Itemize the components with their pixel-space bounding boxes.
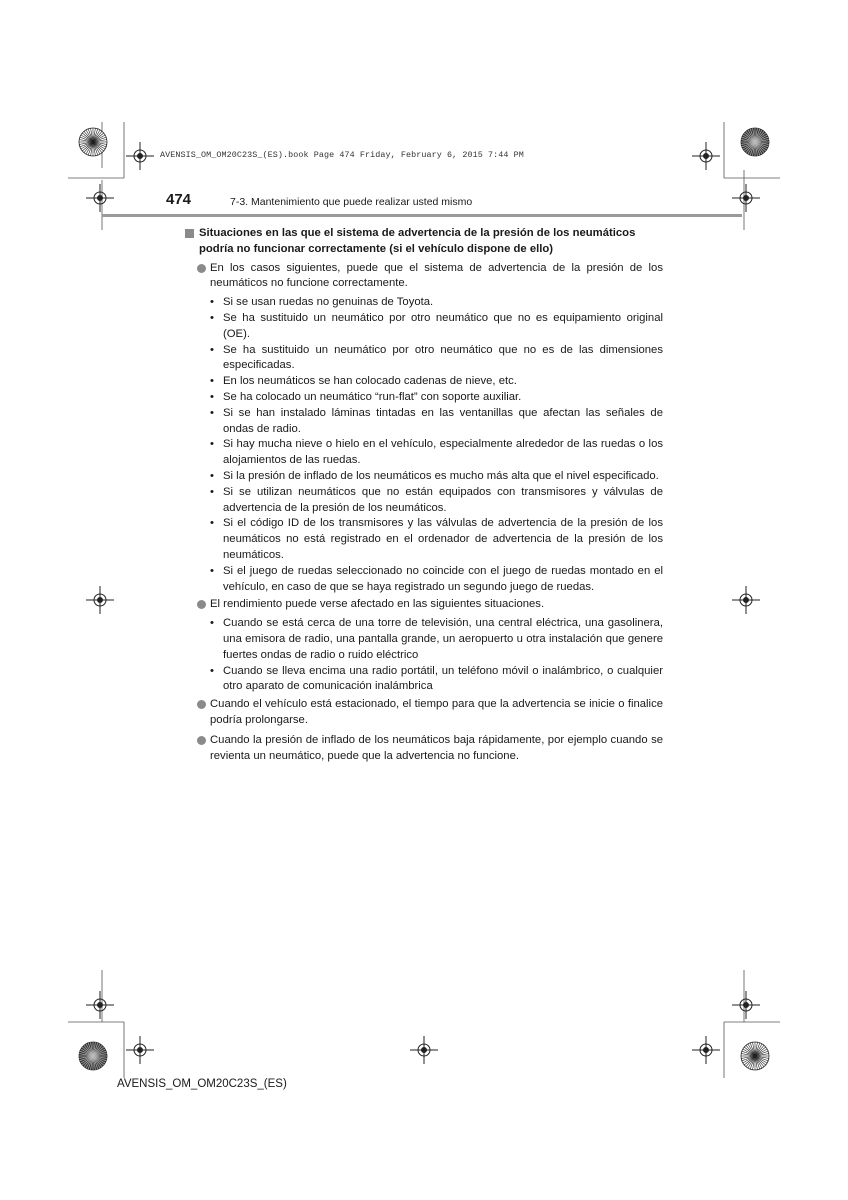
item-text: En los casos siguientes, puede que el sistema de advertencia de la presión de los neumáticos no funcione correctamente. [210,261,663,290]
sub-list-item [185,390,663,406]
sub-item-text: Si se usan ruedas no genuinas de Toyota. [223,296,434,309]
sub-list-item [185,406,663,438]
item-list [185,261,663,769]
sub-list [185,295,663,595]
circle-bullet-icon [197,700,206,709]
sub-list-item [185,437,663,469]
sub-list-item [185,343,663,375]
bullet-dot-icon: • [210,406,214,419]
list-item [185,733,663,769]
header-rule [102,214,742,217]
sub-list-item [185,469,663,485]
main-content [185,226,663,768]
square-bullet-icon [185,229,194,238]
sub-item-text: Si el juego de ruedas seleccionado no coincide con el juego de ruedas montado en el vehículo, en caso de que se haya registrado un segundo juego de ruedas. [223,564,663,593]
item-text: Cuando el vehículo está estacionado, el tiempo para que la advertencia se inicie o finalice podría prolongarse. [210,698,663,726]
bullet-dot-icon: • [210,296,214,309]
bullet-dot-icon: • [210,343,214,356]
sub-item-text: Si hay mucha nieve o hielo en el vehículo, especialmente alrededor de las ruedas o los alojamientos de las ruedas. [223,438,663,467]
sub-item-text: Se ha sustituido un neumático por otro neumático que no es de las dimensiones especificadas. [223,343,663,372]
sunburst-target-icon [741,1042,769,1070]
circle-item [185,597,663,613]
circle-bullet-icon [197,600,206,609]
sunburst-target-icon [79,128,107,156]
sub-item-text: Se ha sustituido un neumático por otro neumático que no es equipamiento original (OE). [223,311,663,340]
bullet-dot-icon: • [210,438,214,451]
sub-item-text: Se ha colocado un neumático “run-flat” con soporte auxiliar. [223,390,522,403]
circle-bullet-icon [197,736,206,745]
sub-item-text: Si el código ID de los transmisores y las válvulas de advertencia de la presión de los neumáticos no está registrado en el ordenador de advertencia de la presión de los neumáticos. [223,517,663,561]
circle-item [185,733,663,765]
item-text: El rendimiento puede verse afectado en las siguientes situaciones. [210,598,545,611]
page-number: 474 [166,191,192,208]
section-heading [185,226,663,258]
circle-bullet-icon [197,264,206,273]
sub-list-item [185,664,663,696]
bullet-dot-icon: • [210,311,214,324]
bullet-dot-icon: • [210,485,214,498]
chapter-title: 7-3. Mantenimiento que puede realizar usted mismo [230,196,473,208]
sub-list-item [185,485,663,517]
sub-list-item [185,516,663,563]
sub-item-text: Si se utilizan neumáticos que no están equipados con transmisores y válvulas de advertencia de la presión de los neumáticos. [223,485,663,514]
list-item [185,597,663,695]
sunburst-target-icon [741,128,769,156]
sub-list-item [185,374,663,390]
list-item [185,697,663,733]
circle-item [185,261,663,293]
bullet-dot-icon: • [210,375,214,388]
section-heading-text: Situaciones en las que el sistema de advertencia de la presión de los neumáticos podría no funcionar correctamente (si el vehículo dispone de ello) [199,227,636,255]
bullet-dot-icon: • [210,390,214,403]
circle-item [185,697,663,729]
sub-list-item [185,295,663,311]
bullet-dot-icon: • [210,664,214,677]
list-item [185,261,663,596]
sub-item-text: Si la presión de inflado de los neumáticos es mucho más alta que el nivel especificado. [223,469,659,482]
sub-item-text: Si se han instalado láminas tintadas en las ventanillas que afectan las señales de ondas de radio. [223,406,663,435]
sub-list [185,616,663,695]
bullet-dot-icon: • [210,469,214,482]
sub-list-item [185,564,663,596]
bullet-dot-icon: • [210,564,214,577]
bullet-dot-icon: • [210,517,214,530]
sub-item-text: En los neumáticos se han colocado cadenas de nieve, etc. [223,375,517,388]
footer-doc-code: AVENSIS_OM_OM20C23S_(ES) [117,1078,287,1090]
sub-list-item [185,616,663,663]
bullet-dot-icon: • [210,617,214,630]
item-text: Cuando la presión de inflado de los neumáticos baja rápidamente, por ejemplo cuando se revienta un neumático, puede que la advertencia no funcione. [210,733,663,762]
sunburst-target-icon [79,1042,107,1070]
sub-item-text: Cuando se lleva encima una radio portátil, un teléfono móvil o inalámbrico, o cualquier otro aparato de comunicación inalámbrica [223,664,663,693]
sub-list-item [185,311,663,343]
print-info-line: AVENSIS_OM_OM20C23S_(ES).book Page 474 Friday, February 6, 2015 7:44 PM [160,150,524,160]
sub-item-text: Cuando se está cerca de una torre de televisión, una central eléctrica, una gasolinera, una emisora de radio, una pantalla grande, un aeropuerto u otra instalación que genere fuertes ondas de radio o ruido eléctrico [223,617,663,661]
